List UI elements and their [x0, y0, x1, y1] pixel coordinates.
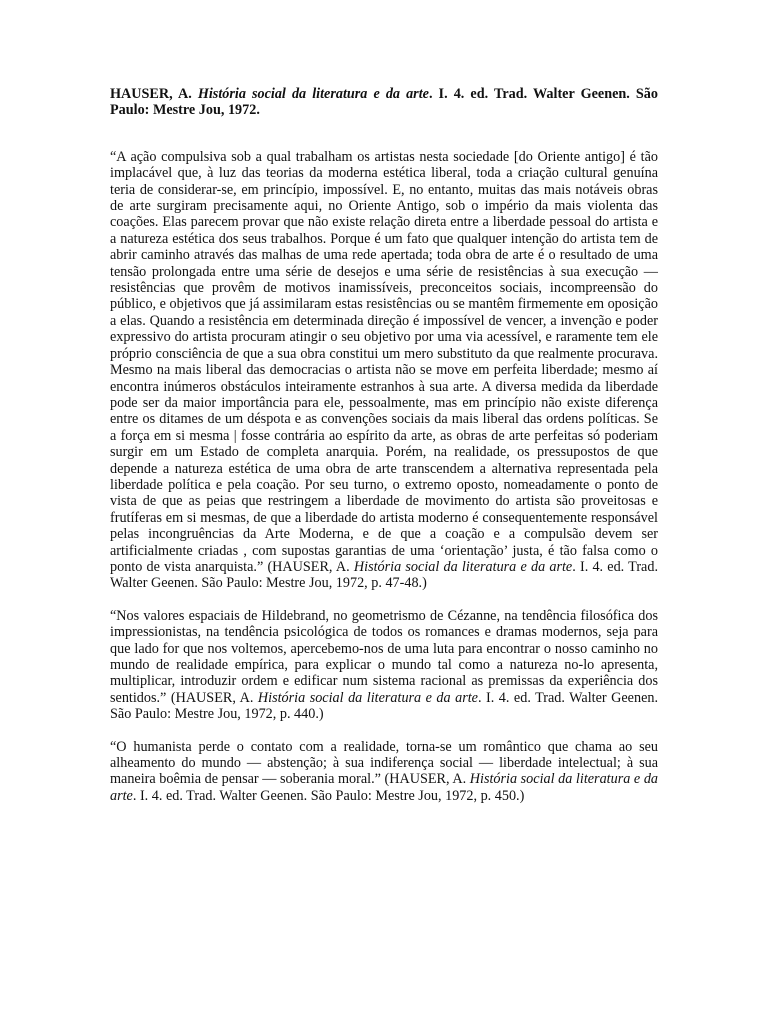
quote-source-title: História social da literatura e da arte	[110, 771, 659, 804]
quote-text: “A ação compulsiva sob a qual trabalham os artistas nesta sociedade [do Oriente antigo] é tão implacável que, à luz das teorias da moderna estética liberal, toda a criação cultural genuína teria de considerar-se, em princípio, impossível. E, no entanto, muitas das mais notáveis obras de arte surgiram precisamente aqui, no Oriente Antigo, sob o império da mais violenta das coações. Elas parecem provar que não existe relação direta entre a liberdade pessoal do artista e a natureza estética dos seus trabalhos. Porque é um fato que qualquer intenção do artista tem de abrir caminho através das malhas de uma rede apertada; toda obra de arte é o resultado de uma tensão prolongada entre uma série de desejos e uma série de resistências à sua execução — resistências que provêm de motivos inamissíveis, preconceitos sociais, incompreensão do público, e objetivos que já assimilaram estas resistências ou se mantêm firmemente em oposição a elas. Quando a resistência em determinada direção é impossível de vencer, a invenção e poder expressivo do artista procuram atingir o seu objetivo por uma via acessível, e raramente tem ele próprio consciência de que a sua obra constitui um mero substituto da que realmente procurava. Mesmo na mais liberal das democracias o artista não se move em perfeita liberdade; mesmo aí encontra inúmeros obstáculos inteiramente estranhos à sua arte. A diversa medida da liberdade pode ser da maior importância para ele, pessoalmente, mas em princípio não existe diferença entre os ditames de um déspota e as convenções sociais da mais liberal das ordens políticas. Se a força em si mesma | fosse contrária ao espírito da arte, as obras de arte perfeitas só poderiam surgir em um Estado de completa anarquia. Porém, na realidade, os pressupostos de que depende a natureza estética de uma obra de arte transcendem a alternativa representada pela liberdade política e pela coação. Por seu turno, o extremo oposto, nomeadamente o ponto de vista de que as peias que restringem a liberdade de movimento do artista são proveitosas e frutíferas em si mesmas, de que a liberdade do artista moderno é consequentemente responsável pelas incongruências da Arte Moderna, e de que a coação e a compulsão devem ser artificialmente criadas , com supostas garantias de uma ‘orientação’ justa, é tão falsa como o ponto de vista anarquista.” (HAUSER, A.	[110, 148, 658, 575]
reference-title: História social da literatura e da arte	[197, 86, 429, 102]
bibliographic-reference	[110, 86, 658, 119]
quote-paragraph	[110, 149, 658, 592]
document-page	[110, 86, 658, 820]
quote-source-title: História social da literatura e da arte	[257, 689, 478, 706]
quote-paragraph	[110, 739, 658, 805]
quote-citation: . I. 4. ed. Trad. Walter Geenen. São Paulo: Mestre Jou, 1972, p. 450.)	[132, 787, 525, 804]
quote-source-title: História social da literatura e da arte	[353, 558, 573, 575]
reference-author: HAUSER, A.	[110, 86, 198, 102]
quote-text: “O humanista perde o contato com a realidade, torna-se um romântico que chama ao seu alheamento do mundo — abstenção; à sua indiferença social — liberdade intelectual; à sua maneira boêmia de pensar — soberania moral.” (HAUSER, A.	[110, 738, 658, 788]
quote-citation: . I. 4. ed. Trad. Walter Geenen. São Paulo: Mestre Jou, 1972, p. 47-48.)	[110, 558, 658, 592]
quote-paragraph	[110, 608, 658, 723]
quote-text: “Nos valores espaciais de Hildebrand, no geometrismo de Cézanne, na tendência filosófica dos impressionistas, na tendência psicológica de todos os romances e dramas modernos, seja para que lado for que nos voltemos, apercebemo-nos de uma luta para encontrar o nosso caminho no mundo de realidade empírica, para explicar o mundo tal como a natureza no-lo apresenta, multiplicar, introduzir ordem e edificar num sistema racional as premissas da experiência dos sentidos.” (HAUSER, A.	[110, 607, 658, 706]
reference-details: . I. 4. ed. Trad. Walter Geenen. São Paulo: Mestre Jou, 1972.	[110, 86, 658, 119]
quote-citation: . I. 4. ed. Trad. Walter Geenen. São Paulo: Mestre Jou, 1972, p. 440.)	[110, 689, 659, 723]
